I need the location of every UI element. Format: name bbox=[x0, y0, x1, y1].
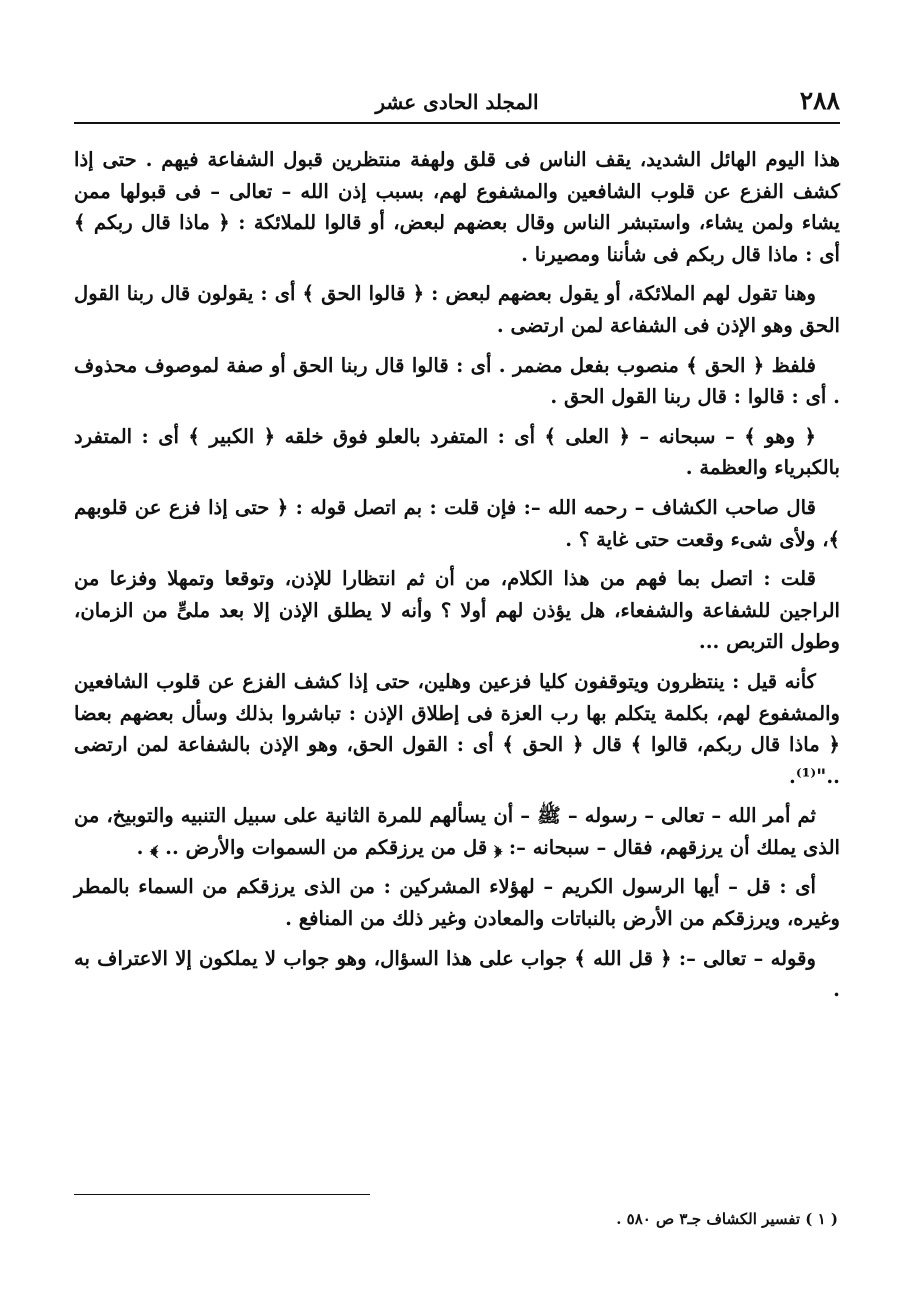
page-header bbox=[74, 82, 840, 124]
paragraph-5: قال صاحب الكشاف – رحمه الله –: فإن قلت : بم اتصل قوله : ﴿ حتى إذا فزع عن قلوبهم ﴾، ولأى شىء وقعت حتى غاية ؟ . bbox=[74, 495, 840, 551]
paragraph-7: كأنه قيل : ينتظرون ويتوقفون كليا فزعين وهلين، حتى إذا كشف الفزع عن قلوب الشافعين والمشفوع لهم، بكلمة يتكلم بها رب العزة فى إطلاق الإذن : تباشروا بذلك وسأل بعضهم بعضا ﴿ ماذا قال ربكم، قالوا ﴾ قال ﴿ الحق ﴾ أى : القول الحق، وهو الإذن بالشفاعة لمن ارتضى .."⁽¹⁾. bbox=[74, 669, 840, 788]
book-page bbox=[74, 82, 840, 1262]
paragraph-1: هذا اليوم الهائل الشديد، يقف الناس فى قلق ولهفة منتظرين قبول الشفاعة فيهم . حتى إذا كشف الفزع عن قلوب الشافعين والمشفوع لهم، بسبب إذن الله – تعالى – فى قبولها ممن يشاء ولمن يشاء، واستبشر الناس وقال بعضهم لبعض، أو قالوا للملائكة : ﴿ ماذا قال ربكم ﴾ أى : ماذا قال ربكم فى شأننا ومصيرنا . bbox=[74, 148, 840, 266]
volume-title: المجلد الحادى عشر bbox=[375, 90, 539, 114]
footnote: ( ١ ) تفسير الكشاف جـ٣ ص ٥٨٠ . bbox=[616, 1210, 838, 1228]
footnote-divider bbox=[74, 1194, 370, 1195]
page-number: ٢٨٨ bbox=[799, 86, 840, 115]
paragraph-6: قلت : اتصل بما فهم من هذا الكلام، من أن ثم انتظارا للإذن، وتوقعا وتمهلا وفزعا من الراجين للشفاعة والشفعاء، هل يؤذن لهم أولا ؟ وأنه لا يطلق الإذن إلا بعد ملىٍّ من الزمان، وطول التربص ... bbox=[74, 567, 840, 654]
paragraph-3: فلفظ ﴿ الحق ﴾ منصوب بفعل مضمر . أى : قالوا قال ربنا الحق أو صفة لموصوف محذوف . أى : قالوا : قال ربنا القول الحق . bbox=[74, 353, 840, 409]
paragraph-10: وقوله – تعالى –: ﴿ قل الله ﴾ جواب على هذا السؤال، وهو جواب لا يملكون إلا الاعتراف به . bbox=[74, 946, 840, 1002]
paragraph-4: ﴿ وهو ﴾ – سبحانه – ﴿ العلى ﴾ أى : المتفرد بالعلو فوق خلقه ﴿ الكبير ﴾ أى : المتفرد بالكبرياء والعظمة . bbox=[74, 424, 840, 480]
paragraph-9: أى : قل – أيها الرسول الكريم – لهؤلاء المشركين : من الذى يرزقكم من السماء بالمطر وغيره، ويرزقكم من الأرض بالنباتات والمعادن وغير ذلك من المنافع . bbox=[74, 875, 840, 931]
paragraph-8: ثم أمر الله – تعالى – رسوله – ﷺ – أن يسألهم للمرة الثانية على سبيل التنبيه والتوبيخ، من الذى يملك أن يرزقهم، فقال – سبحانه –: ﴿ قل من يرزقكم من السموات والأرض .. ﴾ . bbox=[74, 804, 840, 859]
paragraph-2: وهنا تقول لهم الملائكة، أو يقول بعضهم لبعض : ﴿ قالوا الحق ﴾ أى : يقولون قال ربنا القول الحق وهو الإذن فى الشفاعة لمن ارتضى . bbox=[74, 282, 840, 337]
page-body bbox=[74, 144, 840, 1014]
